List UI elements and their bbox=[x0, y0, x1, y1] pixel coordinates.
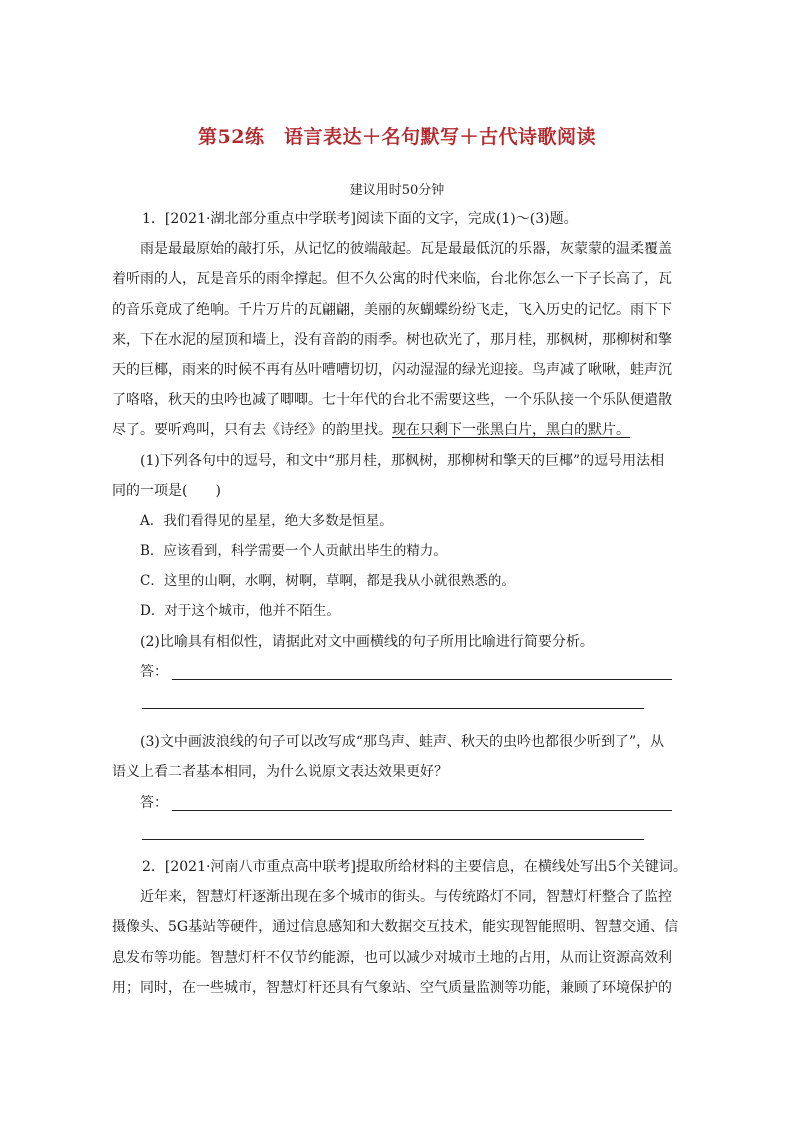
passage-text: 尽了。要听鸡叫，只有去《诗经》的韵里找。 bbox=[112, 422, 392, 439]
question-1-header: 1．[2021·湖北部分重点中学联考]阅读下面的文字，完成(1)～(3)题。 bbox=[142, 211, 578, 227]
passage-line: 来，下在水泥的屋顶和墙上，没有音韵的雨季。树也砍光了，那月桂，那枫树，那柳树和擎 bbox=[112, 331, 672, 348]
question-2-header: 2．[2021·河南八市重点高中联考]提取所给材料的主要信息，在横线处写出5个关键词。 bbox=[142, 858, 687, 875]
option-b[interactable]: B．应该看到，科学需要一个人贡献出毕生的精力。 bbox=[140, 543, 447, 560]
sub-question-1-stem: (1)下列各句中的逗号，和文中“那月桂，那枫树，那柳树和擎天的巨椰”的逗号用法相 bbox=[140, 452, 665, 469]
answer-field-3[interactable] bbox=[112, 788, 682, 818]
answer-line bbox=[172, 679, 672, 680]
passage-line: 摄像头、5G基站等硬件，通过信息感知和大数据交互技术，能实现智能照明、智慧交通、信 bbox=[112, 919, 679, 936]
answer-line bbox=[142, 708, 644, 709]
option-a[interactable]: A．我们看得见的星星，绝大多数是恒星。 bbox=[140, 512, 393, 529]
passage-line: 了咯咯，秋天的虫吟也减了唧唧。七十年代的台北不需要这些，一个乐队接一个乐队便遣散 bbox=[112, 392, 672, 409]
answer-label: 答： bbox=[140, 794, 168, 811]
answer-line bbox=[142, 839, 644, 840]
passage-line: 息发布等功能。智慧灯杆不仅节约能源，也可以减少对城市土地的占用，从而让资源高效利 bbox=[112, 949, 672, 966]
passage-line bbox=[112, 415, 682, 445]
sub-question-3-stem-cont: 语义上看二者基本相同，为什么说原文表达效果更好？ bbox=[112, 764, 448, 781]
sub-question-1-stem-cont: 同的一项是( ) bbox=[112, 482, 221, 499]
passage-line: 雨是最最原始的敲打乐，从记忆的彼端敲起。瓦是最最低沉的乐器，灰蒙蒙的温柔覆盖 bbox=[140, 241, 672, 258]
underlined-sentence: 现在只剩下一张黑白片，黑白的默片。 bbox=[392, 422, 630, 439]
answer-field-3-cont[interactable] bbox=[112, 818, 682, 848]
passage-line: 着听雨的人，瓦是音乐的雨伞撑起。但不久公寓的时代来临，台北你怎么一下子长高了，瓦 bbox=[112, 271, 672, 288]
answer-field-2[interactable] bbox=[112, 657, 682, 687]
suggested-time: 建议用时50分钟 bbox=[349, 183, 445, 198]
passage-line: 天的巨椰，雨来的时候不再有丛叶嘈嘈切切，闪动湿湿的绿光迎接。鸟声减了啾啾，蛙声沉 bbox=[112, 361, 672, 378]
answer-line bbox=[172, 810, 672, 811]
passage-line: 的音乐竟成了绝响。千片万片的瓦翩翩，美丽的灰蝴蝶纷纷飞走，飞入历史的记忆。雨下下 bbox=[112, 301, 672, 318]
content-body bbox=[112, 204, 687, 1003]
answer-label: 答： bbox=[140, 663, 168, 680]
page-title: 第52练 语言表达＋名句默写＋古代诗歌阅读 bbox=[198, 126, 596, 148]
passage-line: 近年来，智慧灯杆逐渐出现在多个城市的街头。与传统路灯不同，智慧灯杆整合了监控 bbox=[140, 889, 672, 906]
option-c[interactable]: C．这里的山啊，水啊，树啊，草啊，都是我从小就很熟悉的。 bbox=[140, 573, 515, 590]
sub-question-2-stem: (2)比喻具有相似性，请据此对文中画横线的句子所用比喻进行简要分析。 bbox=[140, 633, 594, 650]
answer-field-2-cont[interactable] bbox=[112, 687, 682, 717]
option-d[interactable]: D．对于这个城市，他并不陌生。 bbox=[140, 603, 340, 620]
passage-line: 用；同时，在一些城市，智慧灯杆还具有气象站、空气质量监测等功能，兼顾了环境保护的 bbox=[112, 979, 672, 996]
sub-question-3-stem: (3)文中画波浪线的句子可以改写成“那鸟声、蛙声、秋天的虫吟也都很少听到了”，从 bbox=[140, 734, 665, 751]
